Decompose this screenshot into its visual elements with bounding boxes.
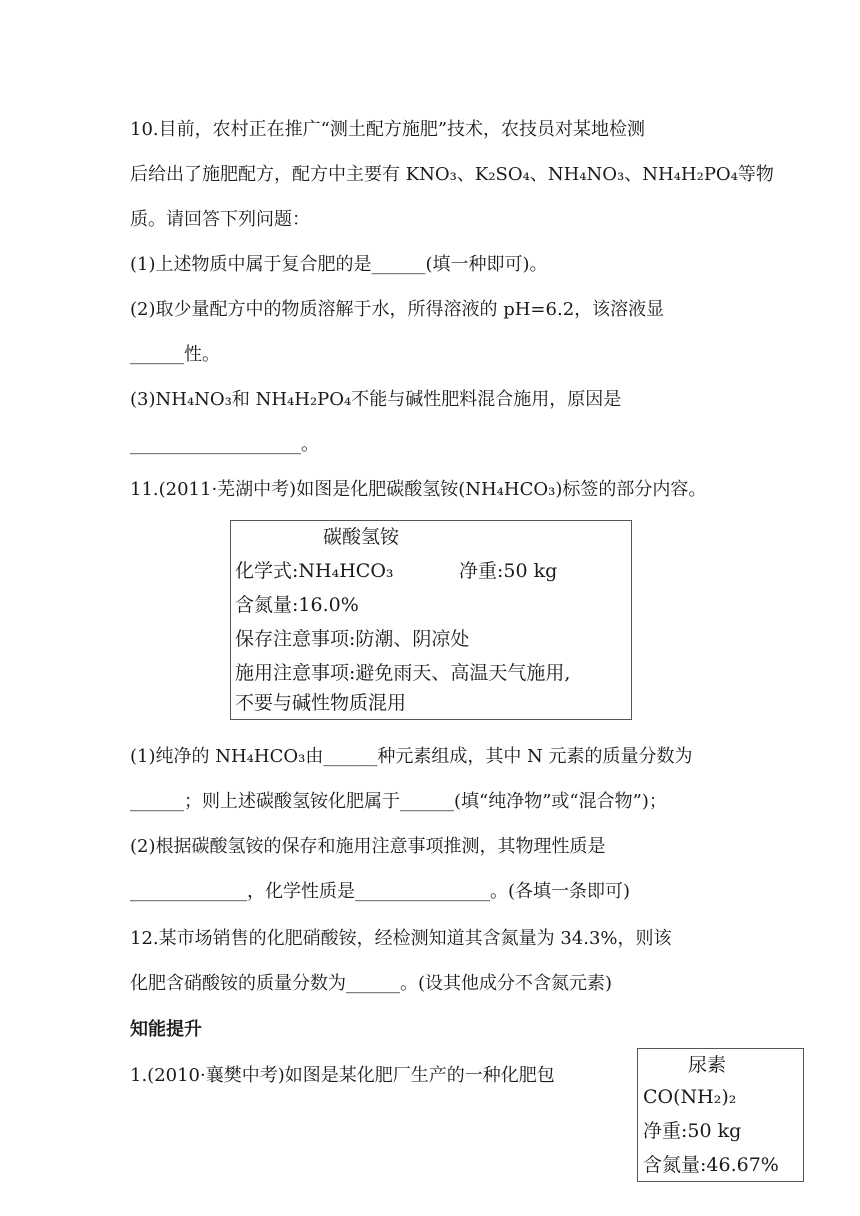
urea-label-formula: CO(NH₂)₂ (643, 1086, 737, 1108)
q11-part1-line1: (1)纯净的 NH₄HCO₃由______种元素组成，其中 N 元素的质量分数为 (130, 746, 693, 767)
label-nitrogen: 含氮量:16.0% (235, 594, 359, 616)
urea-label-box (637, 1048, 804, 1182)
fertilizer-label-box (230, 520, 632, 720)
urea-label-title: 尿素 (688, 1054, 727, 1076)
q10-part2-line1: (2)取少量配方中的物质溶解于水，所得溶液的 pH=6.2，该溶液显 (130, 299, 665, 320)
label-title: 碳酸氢铵 (323, 526, 400, 548)
label-formula: 化学式:NH₄HCO₃ (235, 560, 394, 582)
q10-part3-line2: ___________________。 (130, 434, 319, 455)
q12-line1: 12.某市场销售的化肥硝酸铵，经检测知道其含氮量为 34.3%，则该 (130, 928, 672, 949)
q11-part1-line2: ______；则上述碳酸氢铵化肥属于______(填“纯净物”或“混合物”)； (130, 791, 667, 812)
q10-line1: 10.目前，农村正在推广“测土配方施肥”技术，农技员对某地检测 (130, 119, 646, 140)
q11-part2-line1: (2)根据碳酸氢铵的保存和施用注意事项推测，其物理性质是 (130, 836, 606, 857)
label-storage: 保存注意事项:防潮、阴凉处 (235, 628, 470, 650)
urea-label-nitrogen: 含氮量:46.67% (643, 1154, 779, 1176)
q10-line2: 后给出了施肥配方，配方中主要有 KNO₃、K₂SO₄、NH₄NO₃、NH₄H₂PO₄等物 (130, 164, 774, 185)
q11-line1: 11.(2011·芜湖中考)如图是化肥碳酸氢铵(NH₄HCO₃)标签的部分内容。 (130, 479, 707, 500)
q10-part3-line1: (3)NH₄NO₃和 NH₄H₂PO₄不能与碱性肥料混合施用，原因是 (130, 389, 622, 410)
q10-part2-line2: ______性。 (130, 344, 220, 365)
q11-part2-line2: _____________，化学性质是_______________。(各填一条即可) (130, 881, 631, 902)
q1-line1: 1.(2010·襄樊中考)如图是某化肥厂生产的一种化肥包 (130, 1065, 555, 1086)
label-usage-line1: 施用注意事项:避免雨天、高温天气施用, (235, 662, 571, 684)
q12-line2: 化肥含硝酸铵的质量分数为______。(设其他成分不含氮元素) (130, 973, 613, 994)
label-net-weight: 净重:50 kg (459, 560, 558, 582)
q10-part1: (1)上述物质中属于复合肥的是______(填一种即可)。 (130, 254, 548, 275)
label-usage-line2: 不要与碱性物质混用 (235, 692, 407, 714)
section-title: 知能提升 (130, 1019, 202, 1040)
urea-label-net-weight: 净重:50 kg (643, 1120, 742, 1142)
q10-line3: 质。请回答下列问题： (130, 209, 310, 230)
